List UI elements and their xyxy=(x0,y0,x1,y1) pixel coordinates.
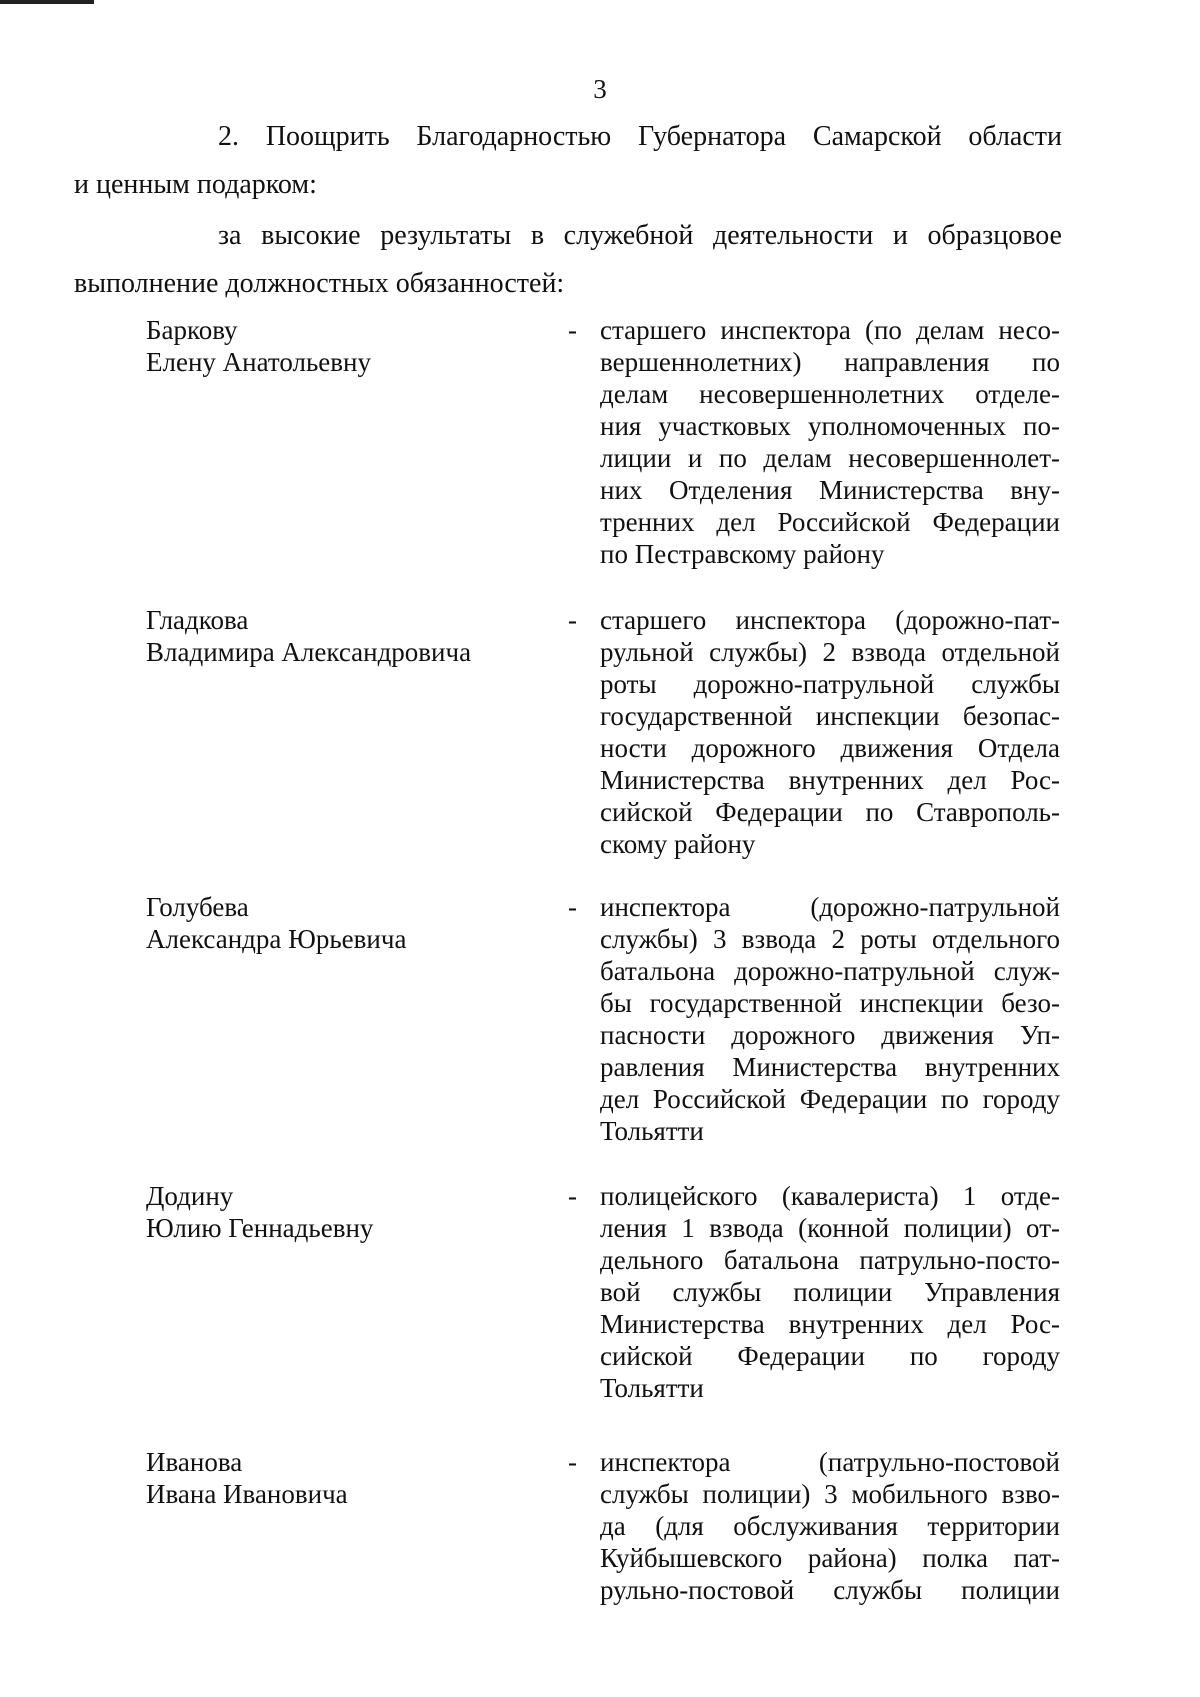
desc-line: службы полиции) 3 мобильного взво- xyxy=(600,1479,1060,1509)
reason-line-1: за высокие результаты в служебной деятельности и образцовое xyxy=(218,220,1062,251)
surname: Иванова xyxy=(146,1447,243,1477)
desc-line: Министерства внутренних дел Рос- xyxy=(600,1309,1060,1339)
surname: Голубева xyxy=(146,892,249,922)
dash-separator: - xyxy=(568,605,577,635)
desc-line: ния участковых уполномоченных по- xyxy=(600,411,1060,441)
position-description xyxy=(600,891,1060,1147)
desc-line: Министерства внутренних дел Рос- xyxy=(600,765,1060,795)
desc-line: службы) 3 взвода 2 роты отдельного xyxy=(600,924,1060,954)
desc-line: бы государственной инспекции безо- xyxy=(600,988,1060,1018)
desc-line: них Отделения Министерства вну- xyxy=(600,475,1060,505)
desc-line: да (для обслуживания территории xyxy=(600,1511,1060,1541)
recipient-name xyxy=(146,604,546,668)
desc-line: батальона дорожно-патрульной служ- xyxy=(600,956,1060,986)
intro-line-2: и ценным подарком: xyxy=(74,169,317,200)
dash-separator: - xyxy=(568,1181,577,1211)
dash-separator: - xyxy=(568,315,577,345)
surname: Додину xyxy=(146,1181,234,1211)
desc-line: Тольятти xyxy=(600,1373,704,1403)
recipient-name xyxy=(146,314,546,378)
desc-line: ности дорожного движения Отдела xyxy=(600,733,1060,763)
desc-line: дел Российской Федерации по городу xyxy=(600,1084,1060,1114)
desc-line: инспектора (патрульно-постовой xyxy=(600,1447,1060,1477)
desc-line: инспектора (дорожно-патрульной xyxy=(600,892,1060,922)
desc-line: рульно-постовой службы полиции xyxy=(600,1575,1060,1605)
desc-line: старшего инспектора (по делам несо- xyxy=(600,315,1060,345)
given-names: Елену Анатольевну xyxy=(146,347,371,377)
desc-line: дельного батальона патрульно-посто- xyxy=(600,1245,1060,1275)
position-description xyxy=(600,314,1060,570)
surname: Гладкова xyxy=(146,605,249,635)
recipient-name xyxy=(146,1446,546,1510)
desc-line: лиции и по делам несовершеннолет- xyxy=(600,443,1060,473)
desc-line: делам несовершеннолетних отделе- xyxy=(600,379,1060,409)
desc-line: рульной службы) 2 взвода отдельной xyxy=(600,637,1060,667)
page-number: 3 xyxy=(593,74,607,104)
intro-paragraph xyxy=(74,113,1062,209)
dash-separator: - xyxy=(568,1447,577,1477)
desc-line: по Пестравскому району xyxy=(600,539,885,569)
desc-line: сийской Федерации по Ставрополь- xyxy=(600,797,1060,827)
reason-line-2: выполнение должностных обязанностей: xyxy=(74,268,565,299)
given-names: Ивана Ивановича xyxy=(146,1479,348,1509)
position-description xyxy=(600,1446,1060,1606)
recipient-name xyxy=(146,891,546,955)
desc-line: полицейского (кавалериста) 1 отде- xyxy=(600,1181,1060,1211)
dash-separator: - xyxy=(568,892,577,922)
desc-line: тренних дел Российской Федерации xyxy=(600,507,1060,537)
desc-line: пасности дорожного движения Уп- xyxy=(600,1020,1060,1050)
desc-line: роты дорожно-патрульной службы xyxy=(600,669,1060,699)
desc-line: ления 1 взвода (конной полиции) от- xyxy=(600,1213,1060,1243)
desc-line: Куйбышевского района) полка пат- xyxy=(600,1543,1060,1573)
desc-line: скому району xyxy=(600,829,756,859)
position-description xyxy=(600,1180,1060,1404)
recipient-name xyxy=(146,1180,546,1244)
desc-line: сийской Федерации по городу xyxy=(600,1341,1060,1371)
reason-paragraph xyxy=(74,212,1062,308)
desc-line: Тольятти xyxy=(600,1116,704,1146)
surname: Баркову xyxy=(146,315,238,345)
intro-line-1: 2. Поощрить Благодарностью Губернатора Самарской области xyxy=(218,121,1062,152)
given-names: Юлию Геннадьевну xyxy=(146,1213,374,1243)
given-names: Владимира Александровича xyxy=(146,637,472,667)
desc-line: старшего инспектора (дорожно-пат- xyxy=(600,605,1060,635)
scan-corner-mark xyxy=(0,0,94,4)
desc-line: государственной инспекции безопас- xyxy=(600,701,1060,731)
desc-line: равления Министерства внутренних xyxy=(600,1052,1060,1082)
position-description xyxy=(600,604,1060,860)
desc-line: вой службы полиции Управления xyxy=(600,1277,1060,1307)
desc-line: вершеннолетних) направления по xyxy=(600,347,1060,377)
given-names: Александра Юрьевича xyxy=(146,924,407,954)
